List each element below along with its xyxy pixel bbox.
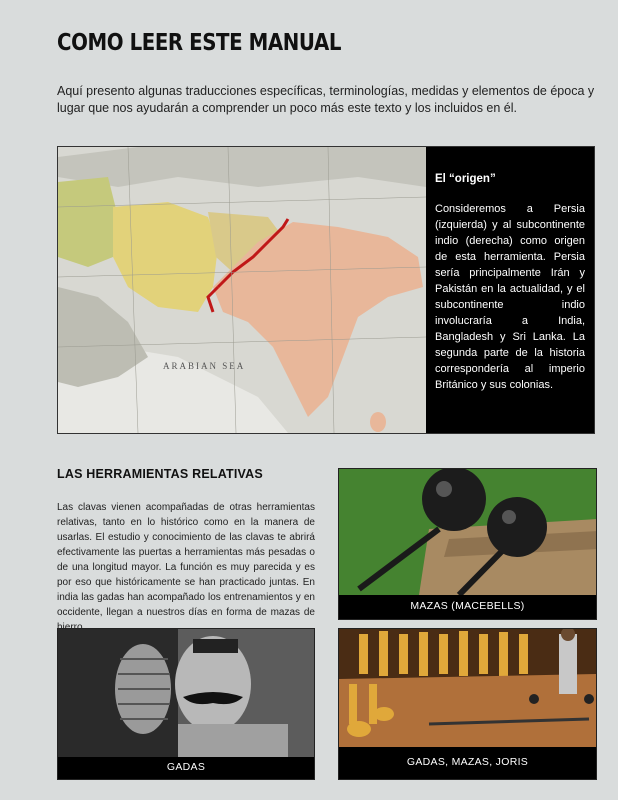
mazas-caption: MAZAS (MACEBELLS) — [410, 600, 525, 612]
page-title: COMO LEER ESTE MANUAL — [57, 30, 342, 56]
origin-textbox — [435, 173, 585, 393]
historical-map-image — [58, 147, 426, 433]
origin-text: Consideremos a Persia (izquierda) y al subcontinente indio (derecha) como origen de esta herramienta. Persia sería principalmente Irán y Pakistán en la actualidad, y el subcontinente indio involucraría a India, Bangladesh y Sri Lanka. La segunda parte de la historia correspondería al imperio Británico y sus colonias. — [435, 203, 585, 391]
joris-caption: GADAS, MAZAS, JORIS — [406, 756, 529, 768]
map-illustration — [58, 147, 426, 433]
map-sea-label: ARABIAN SEA — [163, 361, 246, 371]
joris-photo — [338, 628, 597, 780]
intro-paragraph: Aquí presento algunas traducciones específicas, terminologías, medidas y elementos de época y lugar que nos ayudarán a comprender un poco más este texto y los incluidos en él. — [57, 84, 595, 115]
gadas-caption: GADAS — [166, 761, 206, 773]
mazas-photo — [338, 468, 597, 620]
macebells-image — [339, 469, 596, 595]
tools-paragraph: Las clavas vienen acompañadas de otras herramientas relativas, tanto en lo histórico como en la manera de usarlas. El estudio y conocimiento de las clavas te abrirá efectivamente las puertas a herramientas más pesadas o de una longitud mayor. La función es muy parecida y es por eso que históricamente se han practicado juntas. En india las gadas han acompañado los entrenamientos y en occidente, llegan a nuestros días en forma de mazas de — [57, 502, 315, 618]
akhara-image — [339, 629, 596, 747]
origin-title: El “origen” — [435, 173, 496, 185]
gadas-photo — [57, 628, 315, 780]
wrestler-image — [58, 629, 314, 757]
origin-panel — [57, 146, 595, 434]
tools-section-title: LAS HERRAMIENTAS RELATIVAS — [57, 467, 263, 481]
